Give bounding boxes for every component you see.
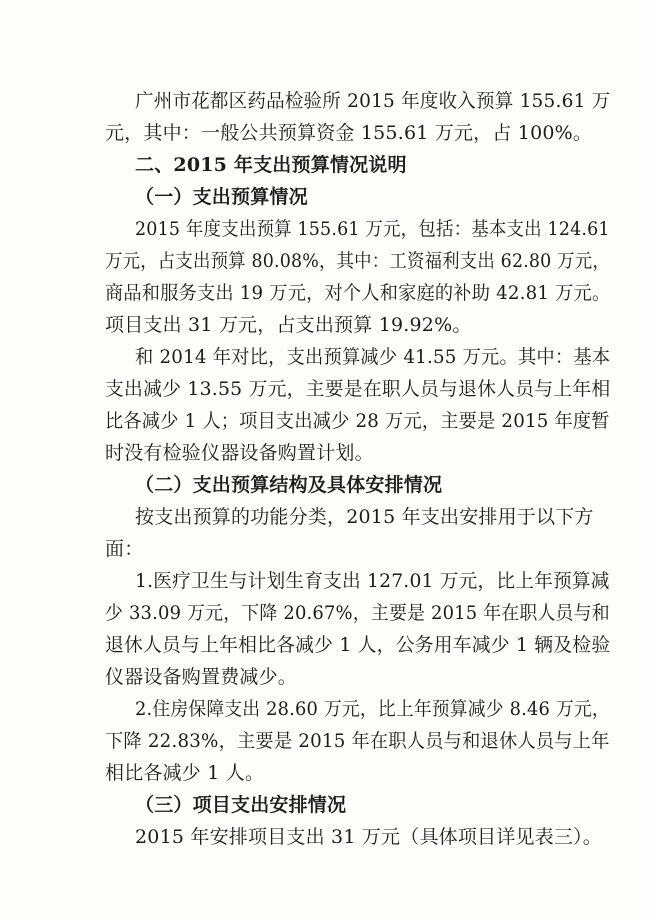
paragraph-health-line-4: 仪器设备购置费减少。 — [105, 666, 298, 688]
paragraph-income-line-1: 广州市花都区药品检验所 2015 年度收入预算 155.61 万 — [135, 90, 611, 112]
section-heading-2: 二、2015 年支出预算情况说明 — [135, 154, 407, 176]
paragraph-housing-line-3: 相比各减少 1 人。 — [105, 762, 265, 784]
paragraph-income-line-2: 元，其中：一般公共预算资金 155.61 万元，占 100%。 — [105, 122, 593, 144]
paragraph-comparison-line-2: 支出减少 13.55 万元，主要是在职人员与退休人员与上年相 — [105, 378, 611, 400]
subsection-heading-3: （三）项目支出安排情况 — [135, 794, 347, 816]
paragraph-expenditure-line-1: 2015 年度支出预算 155.61 万元，包括：基本支出 124.61 — [135, 218, 610, 240]
paragraph-function-line-1: 按支出预算的功能分类，2015 年支出安排用于以下方 — [135, 506, 594, 528]
paragraph-expenditure-line-3: 商品和服务支出 19 万元，对个人和家庭的补助 42.81 万元。 — [105, 282, 611, 304]
paragraph-expenditure-line-2: 万元，占支出预算 80.08%，其中：工资福利支出 62.80 万元， — [105, 250, 610, 272]
paragraph-project-line-1: 2015 年安排项目支出 31 万元（具体项目详见表三）。 — [135, 826, 602, 848]
paragraph-comparison-line-1: 和 2014 年对比，支出预算减少 41.55 万元。其中：基本 — [135, 346, 611, 368]
paragraph-expenditure-line-4: 项目支出 31 万元，占支出预算 19.92%。 — [105, 314, 472, 336]
paragraph-health-line-1: 1.医疗卫生与计划生育支出 127.01 万元，比上年预算减 — [135, 570, 610, 592]
paragraph-comparison-line-3: 比各减少 1 人；项目支出减少 28 万元，主要是 2015 年度暂 — [105, 410, 610, 432]
paragraph-function-line-2: 面： — [105, 538, 144, 560]
paragraph-health-line-2: 少 33.09 万元，下降 20.67%，主要是 2015 年在职人员与和 — [105, 602, 610, 624]
subsection-heading-2: （二）支出预算结构及具体安排情况 — [135, 474, 443, 496]
paragraph-housing-line-2: 下降 22.83%，主要是 2015 年在职人员与和退休人员与上年 — [105, 730, 610, 752]
paragraph-health-line-3: 退休人员与上年相比各减少 1 人，公务用车减少 1 辆及检验 — [105, 634, 611, 656]
subsection-heading-1: （一）支出预算情况 — [135, 186, 308, 208]
paragraph-housing-line-1: 2.住房保障支出 28.60 万元，比上年预算减少 8.46 万元， — [135, 698, 610, 720]
paragraph-comparison-line-4: 时没有检验仪器设备购置计划。 — [105, 442, 374, 464]
